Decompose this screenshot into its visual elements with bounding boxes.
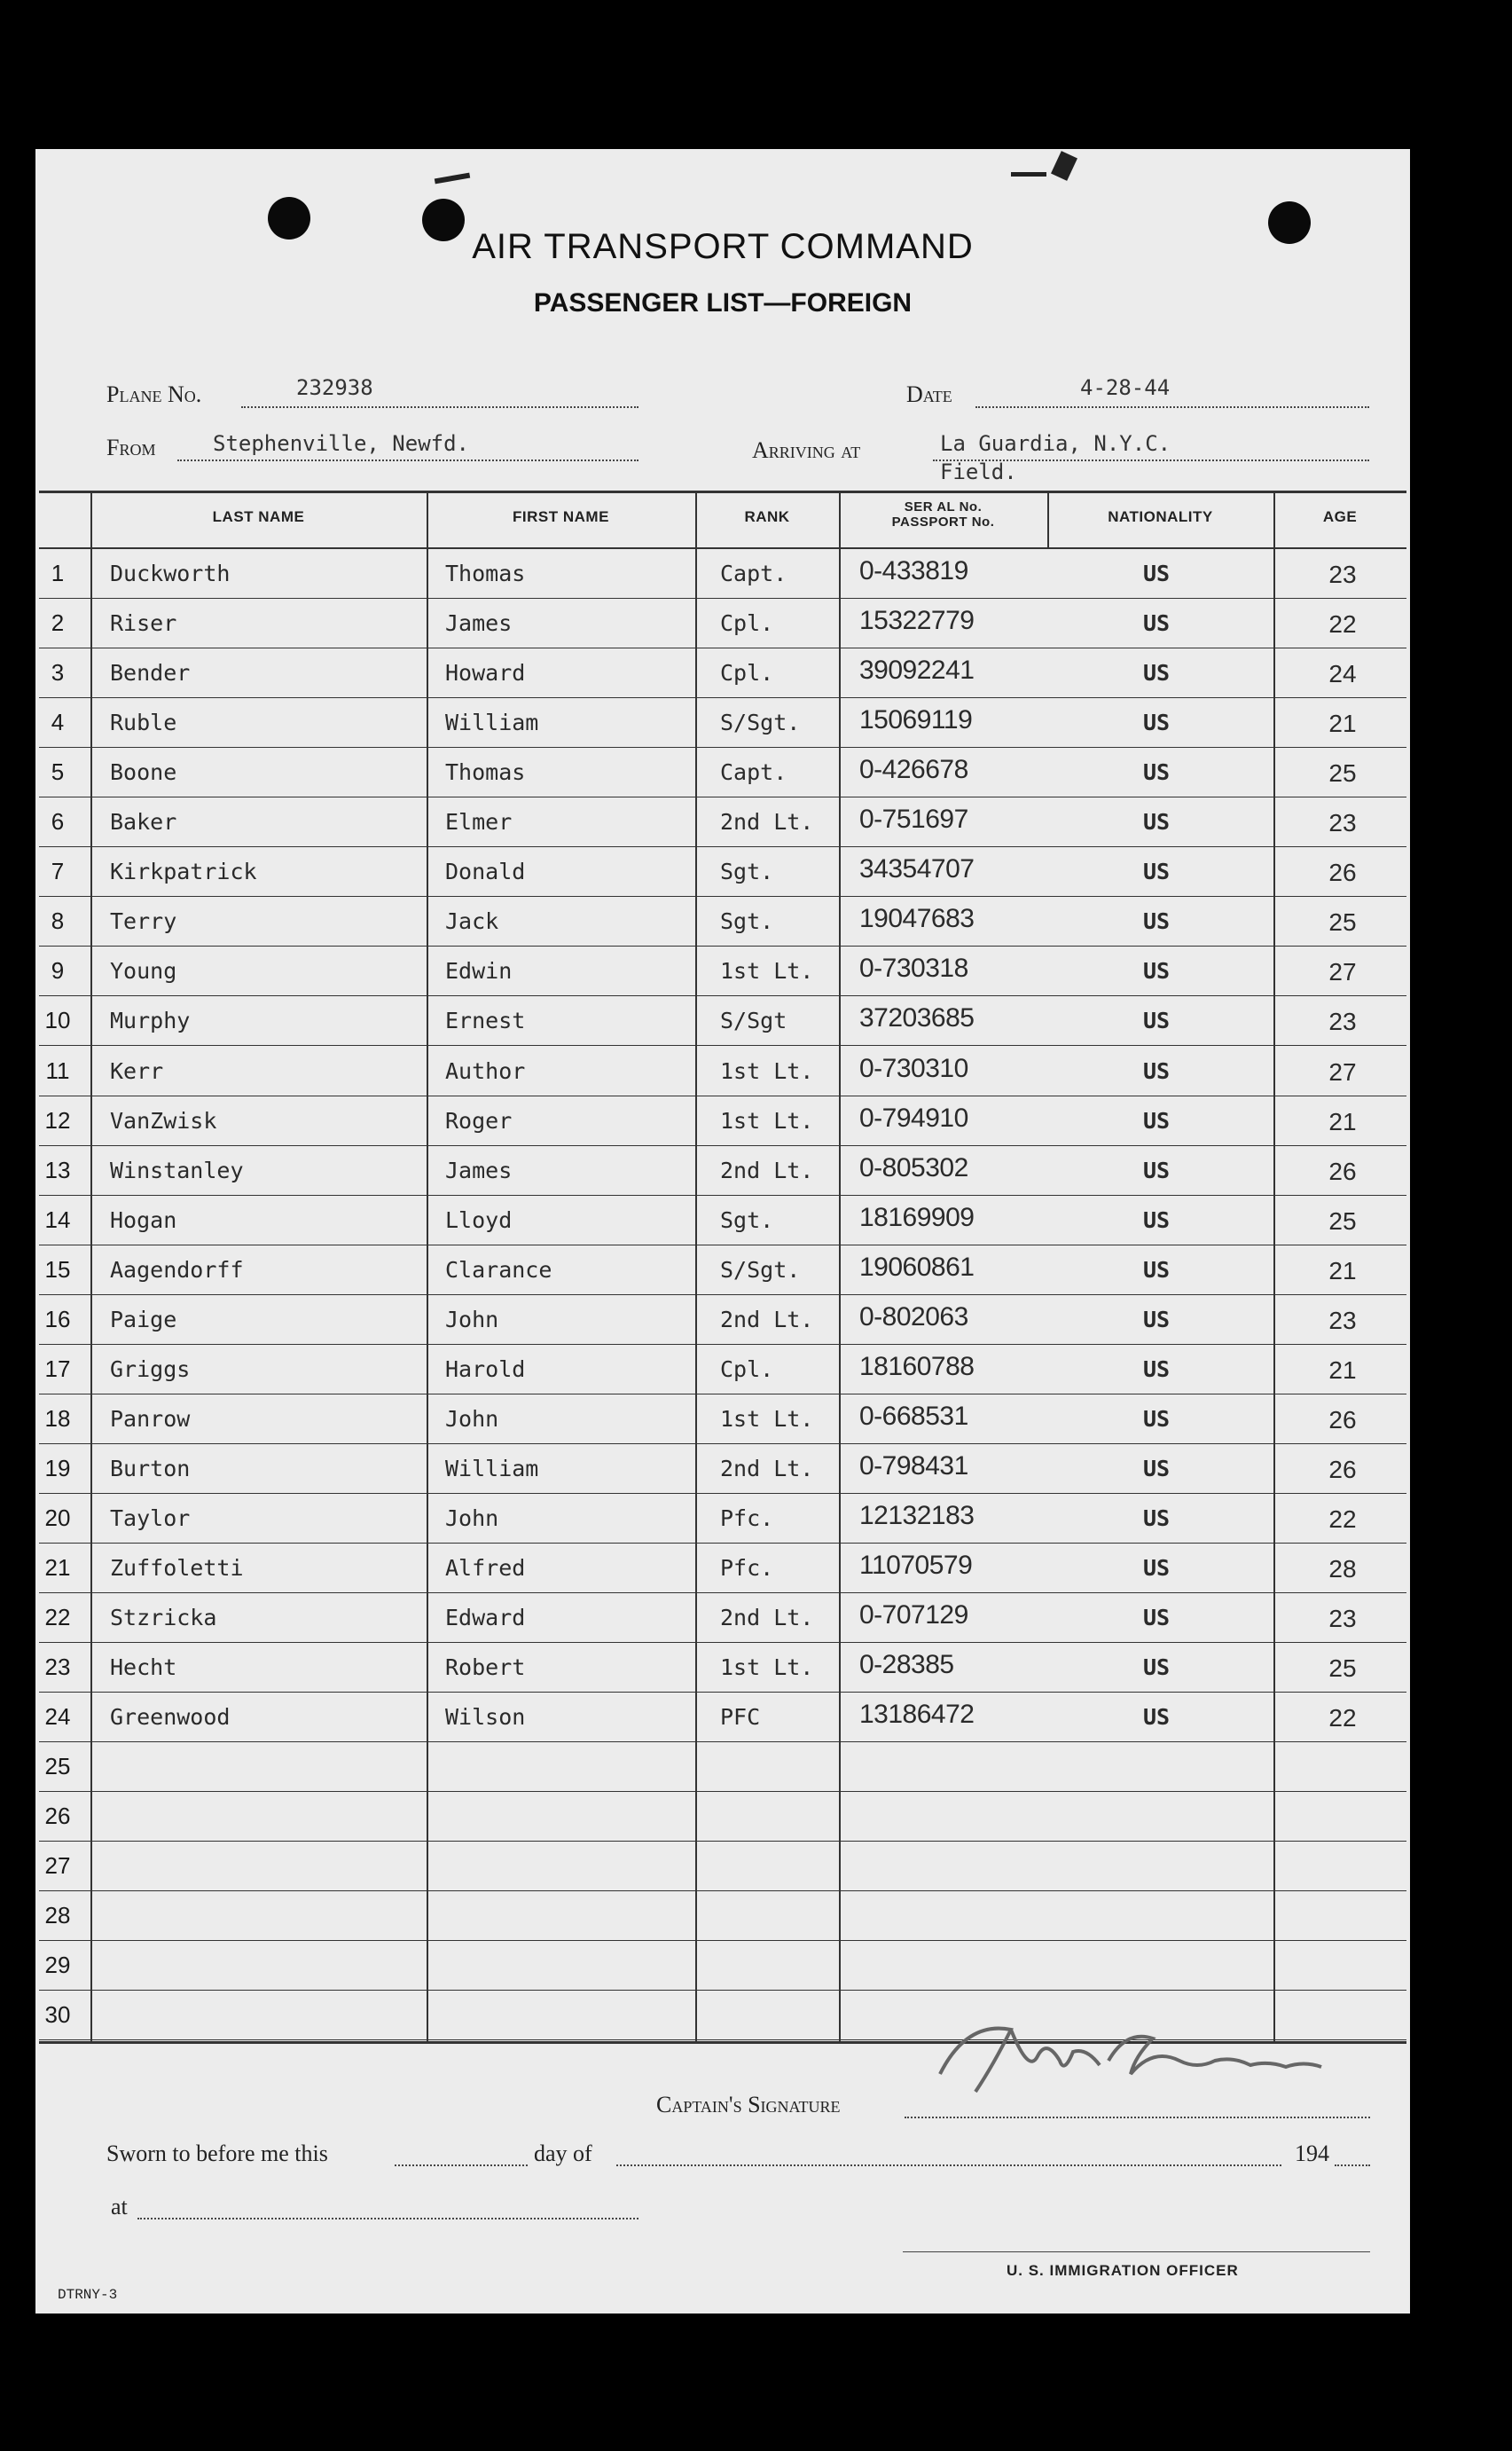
- first-name-cell: Wilson: [445, 1704, 526, 1731]
- serial-number-cell: 19060861: [859, 1252, 975, 1282]
- table-row: [39, 847, 1406, 898]
- last-name-cell: VanZwisk: [110, 1107, 217, 1134]
- nationality-cell: US: [1142, 1256, 1171, 1283]
- rank-cell: S/Sgt.: [720, 1256, 801, 1283]
- row-number: 16: [44, 1305, 71, 1332]
- column-header-rank: RANK: [744, 508, 790, 525]
- rank-cell: 1st Lt.: [720, 1405, 814, 1432]
- age-cell: 26: [1328, 1157, 1357, 1185]
- from-value: Stephenville, Newfd.: [213, 431, 469, 456]
- row-number: 8: [51, 907, 65, 935]
- row-number: 10: [44, 1007, 71, 1034]
- row-number: 20: [44, 1504, 71, 1531]
- last-name-cell: Paige: [110, 1306, 177, 1332]
- age-cell: 21: [1328, 1355, 1357, 1384]
- rank-cell: 1st Lt.: [720, 1057, 814, 1084]
- table-row: [39, 748, 1406, 798]
- row-number: 25: [44, 1753, 71, 1780]
- age-cell: 26: [1328, 859, 1357, 887]
- serial-number-cell: 13186472: [859, 1700, 975, 1730]
- last-name-cell: Griggs: [110, 1355, 191, 1382]
- date-label: Date: [906, 381, 952, 407]
- ink-mark: [435, 173, 470, 185]
- nationality-cell: US: [1142, 958, 1171, 985]
- row-number: 11: [45, 1057, 70, 1084]
- serial-number-cell: 12132183: [859, 1500, 975, 1530]
- table-row: [39, 1146, 1406, 1197]
- serial-number-cell: 15322779: [859, 606, 975, 636]
- last-name-cell: Hogan: [110, 1206, 177, 1233]
- last-name-cell: Aagendorff: [110, 1256, 244, 1283]
- table-row: [39, 1245, 1406, 1296]
- nationality-cell: US: [1142, 1704, 1171, 1731]
- form-subtitle: PASSENGER LIST—FOREIGN: [533, 288, 913, 318]
- row-number: 28: [44, 1902, 71, 1929]
- rank-cell: 2nd Lt.: [720, 1157, 814, 1183]
- serial-number-cell: 39092241: [859, 656, 975, 686]
- rank-cell: Capt.: [720, 561, 787, 586]
- age-cell: 23: [1328, 809, 1357, 837]
- first-name-cell: Thomas: [445, 759, 526, 786]
- first-name-cell: John: [445, 1405, 499, 1432]
- first-name-cell: Edwin: [445, 958, 513, 985]
- nationality-cell: US: [1142, 1654, 1171, 1681]
- last-name-cell: Bender: [110, 660, 191, 687]
- serial-number-cell: 37203685: [859, 1003, 975, 1033]
- plane-no-label: Plane No.: [106, 381, 202, 407]
- column-header-serial-line1: SER AL No.: [904, 499, 983, 515]
- row-number: 23: [44, 1654, 71, 1681]
- rank-cell: 1st Lt.: [720, 1107, 814, 1134]
- last-name-cell: Hecht: [110, 1654, 177, 1681]
- nationality-cell: US: [1142, 1057, 1171, 1084]
- handwritten-signature: [913, 2012, 1339, 2109]
- nationality-cell: US: [1142, 1455, 1171, 1481]
- serial-number-cell: 0-28385: [859, 1650, 954, 1680]
- row-number: 6: [51, 808, 65, 836]
- first-name-cell: Ernest: [445, 1008, 526, 1034]
- first-name-cell: Alfred: [445, 1555, 526, 1581]
- nationality-cell: US: [1142, 1107, 1171, 1134]
- rank-cell: Sgt.: [720, 859, 774, 885]
- first-name-cell: John: [445, 1504, 499, 1531]
- nationality-cell: US: [1142, 561, 1171, 586]
- nationality-cell: US: [1142, 1405, 1171, 1432]
- row-number: 22: [44, 1604, 71, 1631]
- table-row: [39, 1742, 1406, 1793]
- rank-cell: 1st Lt.: [720, 958, 814, 985]
- rank-cell: 2nd Lt.: [720, 1455, 814, 1481]
- arriving-at-value: La Guardia, N.Y.C.: [940, 431, 1171, 456]
- rank-cell: 2nd Lt.: [720, 1306, 814, 1332]
- first-name-cell: Lloyd: [445, 1206, 513, 1233]
- age-cell: 22: [1328, 1504, 1357, 1533]
- row-number: 1: [51, 560, 65, 586]
- table-row: [39, 1544, 1406, 1594]
- table-row: [39, 1593, 1406, 1644]
- table-row: [39, 698, 1406, 749]
- serial-number-cell: 0-794910: [859, 1103, 968, 1133]
- table-row: [39, 1345, 1406, 1395]
- serial-number-cell: 0-798431: [859, 1450, 968, 1481]
- table-row: [39, 996, 1406, 1047]
- serial-number-cell: 0-802063: [859, 1301, 968, 1332]
- table-row: [39, 599, 1406, 649]
- table-row: [39, 1792, 1406, 1842]
- column-header-last-name: LAST NAME: [212, 508, 305, 525]
- form-id: DTRNY-3: [58, 2287, 118, 2303]
- last-name-cell: Kerr: [110, 1057, 164, 1084]
- table-row: [39, 1941, 1406, 1991]
- age-cell: 25: [1328, 908, 1357, 937]
- table-row: [39, 897, 1406, 947]
- age-cell: 25: [1328, 1206, 1357, 1235]
- rank-cell: Cpl.: [720, 1355, 774, 1382]
- first-name-cell: Jack: [445, 908, 499, 935]
- serial-number-cell: 0-730318: [859, 954, 968, 984]
- rank-cell: S/Sgt: [720, 1008, 787, 1034]
- last-name-cell: Terry: [110, 908, 177, 935]
- last-name-cell: Panrow: [110, 1405, 191, 1432]
- first-name-cell: Clarance: [445, 1256, 552, 1283]
- table-row: [39, 549, 1406, 600]
- table-row: [39, 1643, 1406, 1693]
- rank-cell: 1st Lt.: [720, 1654, 814, 1681]
- table-row: [39, 648, 1406, 699]
- form-title: AIR TRANSPORT COMMAND: [472, 227, 974, 266]
- serial-number-cell: 0-707129: [859, 1600, 968, 1630]
- row-number: 14: [44, 1206, 71, 1233]
- table-row: [39, 1394, 1406, 1445]
- rank-cell: Sgt.: [720, 908, 774, 935]
- nationality-cell: US: [1142, 908, 1171, 935]
- serial-number-cell: 18160788: [859, 1351, 975, 1381]
- nationality-cell: US: [1142, 859, 1171, 885]
- rank-cell: Sgt.: [720, 1206, 774, 1233]
- first-name-cell: James: [445, 1157, 513, 1183]
- last-name-cell: Boone: [110, 759, 177, 786]
- first-name-cell: Howard: [445, 660, 526, 687]
- row-number: 30: [44, 2001, 71, 2029]
- immigration-officer-label: U. S. IMMIGRATION OFFICER: [1007, 2262, 1239, 2279]
- from-label: From: [106, 435, 156, 460]
- rank-cell: 2nd Lt.: [720, 809, 814, 836]
- rank-cell: 2nd Lt.: [720, 1605, 814, 1631]
- age-cell: 21: [1328, 1256, 1357, 1284]
- row-number: 24: [44, 1703, 71, 1731]
- table-row: [39, 1047, 1406, 1097]
- first-name-cell: Edward: [445, 1605, 526, 1631]
- nationality-cell: US: [1142, 610, 1171, 637]
- last-name-cell: Murphy: [110, 1008, 191, 1034]
- age-cell: 25: [1328, 759, 1357, 788]
- row-number: 26: [44, 1803, 71, 1830]
- table-row: [39, 1494, 1406, 1544]
- passenger-table: [39, 491, 1406, 2045]
- column-header-first-name: FIRST NAME: [513, 508, 609, 525]
- age-cell: 27: [1328, 958, 1357, 986]
- day-of-label: day of: [534, 2141, 592, 2166]
- first-name-cell: Roger: [445, 1107, 513, 1134]
- table-row: [39, 1096, 1406, 1147]
- row-number: 12: [44, 1106, 71, 1134]
- column-header-serial-line2: PASSPORT No.: [891, 515, 995, 530]
- age-cell: 21: [1328, 710, 1357, 738]
- nationality-cell: US: [1142, 1157, 1171, 1183]
- serial-number-cell: 0-668531: [859, 1401, 968, 1431]
- rank-cell: Cpl.: [720, 660, 774, 687]
- row-number: 18: [44, 1404, 71, 1432]
- age-cell: 23: [1328, 1008, 1357, 1036]
- first-name-cell: William: [445, 1455, 539, 1481]
- last-name-cell: Taylor: [110, 1504, 191, 1531]
- nationality-cell: US: [1142, 1008, 1171, 1034]
- nationality-cell: US: [1142, 1355, 1171, 1382]
- arriving-at-label: Arriving at: [752, 437, 861, 463]
- row-number: 13: [44, 1156, 71, 1183]
- first-name-cell: Robert: [445, 1654, 526, 1681]
- table-row: [39, 1196, 1406, 1246]
- serial-number-cell: 34354707: [859, 854, 975, 884]
- age-cell: 21: [1328, 1107, 1357, 1135]
- serial-number-cell: 0-730310: [859, 1053, 968, 1083]
- nationality-cell: US: [1142, 1206, 1171, 1233]
- row-number: 3: [51, 659, 65, 687]
- age-cell: 26: [1328, 1405, 1357, 1434]
- serial-number-cell: 0-805302: [859, 1152, 968, 1182]
- rank-cell: Capt.: [720, 759, 787, 786]
- row-number: 17: [44, 1355, 71, 1382]
- last-name-cell: Baker: [110, 809, 177, 836]
- last-name-cell: Riser: [110, 610, 177, 637]
- plane-no-value: 232938: [296, 375, 373, 400]
- table-row: [39, 797, 1406, 848]
- first-name-cell: Harold: [445, 1355, 526, 1382]
- row-number: 15: [44, 1255, 71, 1283]
- row-number: 4: [51, 709, 65, 736]
- first-name-cell: Elmer: [445, 809, 513, 836]
- row-number: 29: [44, 1952, 71, 1979]
- passenger-list-form: [35, 149, 1410, 2314]
- age-cell: 23: [1328, 1605, 1357, 1633]
- ink-mark: [1011, 172, 1046, 177]
- column-header-nationality: NATIONALITY: [1108, 508, 1213, 525]
- last-name-cell: Duckworth: [110, 561, 231, 586]
- table-row: [39, 1693, 1406, 1743]
- last-name-cell: Zuffoletti: [110, 1555, 244, 1581]
- ink-mark: [1051, 151, 1077, 181]
- last-name-cell: Young: [110, 958, 177, 985]
- nationality-cell: US: [1142, 1555, 1171, 1581]
- nationality-cell: US: [1142, 1306, 1171, 1332]
- serial-number-cell: 0-751697: [859, 805, 968, 835]
- row-number: 19: [44, 1454, 71, 1481]
- rank-cell: PFC: [720, 1704, 761, 1731]
- serial-number-cell: 0-426678: [859, 755, 968, 785]
- rank-cell: Pfc.: [720, 1504, 774, 1531]
- nationality-cell: US: [1142, 660, 1171, 687]
- serial-number-cell: 18169909: [859, 1202, 975, 1232]
- age-cell: 26: [1328, 1455, 1357, 1483]
- age-cell: 28: [1328, 1555, 1357, 1583]
- serial-number-cell: 19047683: [859, 904, 975, 934]
- column-header-serial: [839, 499, 1047, 530]
- serial-number-cell: 11070579: [859, 1551, 973, 1580]
- serial-number-cell: 0-433819: [859, 556, 968, 585]
- rank-cell: Pfc.: [720, 1555, 774, 1581]
- row-number: 5: [51, 758, 65, 786]
- first-name-cell: Donald: [445, 859, 526, 885]
- row-number: 2: [51, 609, 65, 637]
- first-name-cell: James: [445, 610, 513, 637]
- last-name-cell: Greenwood: [110, 1704, 231, 1731]
- table-row: [39, 1295, 1406, 1346]
- year-label: 194: [1295, 2141, 1329, 2166]
- age-cell: 22: [1328, 610, 1357, 639]
- date-value: 4-28-44: [1080, 375, 1171, 400]
- rank-cell: Cpl.: [720, 610, 774, 637]
- nationality-cell: US: [1142, 759, 1171, 786]
- age-cell: 22: [1328, 1704, 1357, 1732]
- last-name-cell: Kirkpatrick: [110, 859, 257, 885]
- table-row: [39, 1444, 1406, 1495]
- rank-cell: S/Sgt.: [720, 710, 801, 736]
- first-name-cell: John: [445, 1306, 499, 1332]
- row-number: 7: [51, 858, 65, 885]
- first-name-cell: Author: [445, 1057, 526, 1084]
- last-name-cell: Stzricka: [110, 1605, 217, 1631]
- table-row: [39, 1842, 1406, 1892]
- nationality-cell: US: [1142, 1504, 1171, 1531]
- age-cell: 24: [1328, 660, 1357, 688]
- at-label: at: [111, 2194, 128, 2219]
- serial-number-cell: 15069119: [859, 705, 973, 735]
- nationality-cell: US: [1142, 809, 1171, 836]
- table-row: [39, 947, 1406, 997]
- row-number: 27: [44, 1852, 71, 1880]
- age-cell: 27: [1328, 1057, 1357, 1086]
- nationality-cell: US: [1142, 710, 1171, 736]
- row-number: 9: [51, 957, 65, 985]
- column-header-age: AGE: [1322, 508, 1358, 525]
- first-name-cell: Thomas: [445, 561, 526, 586]
- sworn-label: Sworn to before me this: [106, 2141, 328, 2166]
- row-number: 21: [44, 1554, 71, 1581]
- age-cell: 23: [1328, 1306, 1357, 1334]
- age-cell: 25: [1328, 1654, 1357, 1683]
- captain-signature-label: Captain's Signature: [656, 2092, 841, 2117]
- age-cell: 23: [1328, 561, 1357, 588]
- table-row: [39, 1891, 1406, 1942]
- last-name-cell: Ruble: [110, 710, 177, 736]
- last-name-cell: Winstanley: [110, 1157, 244, 1183]
- first-name-cell: William: [445, 710, 539, 736]
- nationality-cell: US: [1142, 1605, 1171, 1631]
- last-name-cell: Burton: [110, 1455, 191, 1481]
- arriving-at-value-line2: Field.: [940, 460, 1017, 484]
